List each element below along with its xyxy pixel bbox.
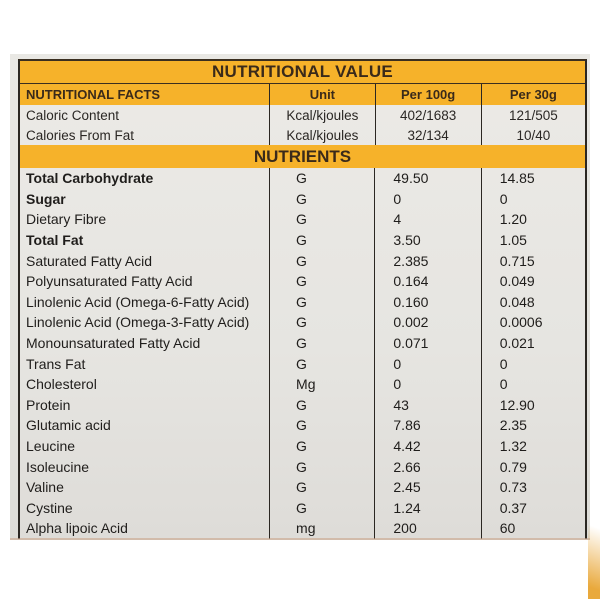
cell-unit: G bbox=[269, 477, 374, 498]
cell-unit: G bbox=[269, 353, 374, 374]
cell-per100: 0.002 bbox=[374, 312, 480, 333]
cell-unit: G bbox=[269, 250, 374, 271]
cell-unit: G bbox=[269, 312, 374, 333]
cell-unit: G bbox=[269, 436, 374, 457]
header-row bbox=[20, 84, 585, 105]
cell-per30: 10/40 bbox=[481, 125, 585, 145]
cell-per30: 0.715 bbox=[481, 250, 585, 271]
calorie-row bbox=[20, 105, 585, 125]
cell-name: Protein bbox=[26, 396, 71, 413]
cell-name: Alpha lipoic Acid bbox=[26, 520, 128, 537]
cell-name: Total Carbohydrate bbox=[26, 170, 154, 187]
nutrient-row bbox=[20, 312, 585, 333]
nutrient-row bbox=[20, 477, 585, 498]
cell-unit: G bbox=[269, 456, 374, 477]
cell-name: Polyunsaturated Fatty Acid bbox=[26, 273, 193, 290]
nutrient-row bbox=[20, 353, 585, 374]
cell-per100: 0.164 bbox=[374, 271, 480, 292]
cell-per30: 0 bbox=[481, 374, 585, 395]
cell-name: Linolenic Acid (Omega-3-Fatty Acid) bbox=[26, 314, 250, 331]
cell-per100: 1.24 bbox=[374, 498, 480, 519]
header-per-100g: Per 100g bbox=[375, 84, 481, 105]
header-per-30g: Per 30g bbox=[481, 84, 585, 105]
cell-per100: 4.42 bbox=[374, 436, 480, 457]
cell-per100: 3.50 bbox=[374, 230, 480, 251]
cell-per100: 2.45 bbox=[374, 477, 480, 498]
cell-unit: G bbox=[269, 189, 374, 210]
cell-per100: 402/1683 bbox=[375, 105, 481, 125]
cell-unit: G bbox=[269, 333, 374, 354]
cell-name: Dietary Fibre bbox=[26, 211, 107, 228]
decorative-swoosh bbox=[588, 481, 600, 599]
nutrient-row bbox=[20, 374, 585, 395]
cell-name: Leucine bbox=[26, 438, 76, 455]
cell-unit: Kcal/kjoules bbox=[269, 105, 374, 125]
cell-name: Monounsaturated Fatty Acid bbox=[26, 335, 201, 352]
cell-per30: 1.20 bbox=[481, 209, 585, 230]
cell-per100: 2.385 bbox=[374, 250, 480, 271]
cell-per30: 12.90 bbox=[481, 395, 585, 416]
cell-per100: 7.86 bbox=[374, 415, 480, 436]
nutrient-row bbox=[20, 436, 585, 457]
cell-per100: 32/134 bbox=[375, 125, 481, 145]
nutrient-row bbox=[20, 209, 585, 230]
cell-name: Saturated Fatty Acid bbox=[26, 252, 153, 269]
nutrition-table bbox=[18, 59, 587, 539]
nutrient-row bbox=[20, 415, 585, 436]
cell-unit: G bbox=[269, 271, 374, 292]
cell-unit: G bbox=[269, 415, 374, 436]
cell-name: Glutamic acid bbox=[26, 417, 111, 434]
cell-unit: G bbox=[269, 498, 374, 519]
cell-per30: 0.049 bbox=[481, 271, 585, 292]
cell-name: Caloric Content bbox=[26, 107, 120, 123]
nutrient-row bbox=[20, 230, 585, 251]
cell-per100: 200 bbox=[374, 518, 480, 539]
nutrient-row bbox=[20, 189, 585, 210]
nutrient-row bbox=[20, 518, 585, 539]
cell-unit: G bbox=[269, 209, 374, 230]
cell-name: Linolenic Acid (Omega-6-Fatty Acid) bbox=[26, 293, 250, 310]
calorie-row bbox=[20, 125, 585, 145]
cell-per30: 0.73 bbox=[481, 477, 585, 498]
cell-unit: Mg bbox=[269, 374, 374, 395]
nutrient-row bbox=[20, 250, 585, 271]
cell-unit: mg bbox=[269, 518, 374, 539]
cell-name: Calories From Fat bbox=[26, 127, 135, 143]
table-title: NUTRITIONAL VALUE bbox=[20, 61, 585, 84]
nutrient-row bbox=[20, 395, 585, 416]
cell-per30: 14.85 bbox=[481, 168, 585, 189]
cell-unit: G bbox=[269, 395, 374, 416]
cell-name: Total Fat bbox=[26, 232, 84, 249]
cell-per100: 2.66 bbox=[374, 456, 480, 477]
cell-per30: 0.79 bbox=[481, 456, 585, 477]
cell-unit: G bbox=[269, 168, 374, 189]
cell-name: Sugar bbox=[26, 190, 66, 207]
cell-per100: 0.160 bbox=[374, 292, 480, 313]
cell-name: Valine bbox=[26, 479, 64, 496]
label-bottom-edge bbox=[10, 538, 590, 540]
cell-per30: 0.048 bbox=[481, 292, 585, 313]
nutrient-row bbox=[20, 271, 585, 292]
cell-per100: 0 bbox=[374, 353, 480, 374]
cell-per100: 43 bbox=[374, 395, 480, 416]
nutrient-row bbox=[20, 456, 585, 477]
cell-per100: 0 bbox=[374, 374, 480, 395]
cell-per30: 0.37 bbox=[481, 498, 585, 519]
nutrient-row bbox=[20, 168, 585, 189]
header-unit: Unit bbox=[269, 84, 374, 105]
cell-per30: 0.0006 bbox=[481, 312, 585, 333]
nutrient-row bbox=[20, 333, 585, 354]
nutrient-row bbox=[20, 292, 585, 313]
cell-per30: 0.021 bbox=[481, 333, 585, 354]
cell-per100: 0.071 bbox=[374, 333, 480, 354]
nutrient-row bbox=[20, 498, 585, 519]
cell-per30: 2.35 bbox=[481, 415, 585, 436]
cell-per100: 4 bbox=[374, 209, 480, 230]
cell-name: Isoleucine bbox=[26, 458, 90, 475]
cell-per30: 1.32 bbox=[481, 436, 585, 457]
cell-unit: Kcal/kjoules bbox=[269, 125, 374, 145]
cell-per30: 0 bbox=[481, 353, 585, 374]
cell-unit: G bbox=[269, 230, 374, 251]
cell-per100: 0 bbox=[374, 189, 480, 210]
cell-name: Cystine bbox=[26, 499, 73, 516]
cell-unit: G bbox=[269, 292, 374, 313]
section-title-nutrients: NUTRIENTS bbox=[20, 145, 585, 168]
header-nutritional-facts: NUTRITIONAL FACTS bbox=[26, 87, 161, 102]
cell-per30: 0 bbox=[481, 189, 585, 210]
cell-per30: 1.05 bbox=[481, 230, 585, 251]
cell-per30: 121/505 bbox=[481, 105, 585, 125]
cell-per30: 60 bbox=[481, 518, 585, 539]
cell-per100: 49.50 bbox=[374, 168, 480, 189]
cell-name: Trans Fat bbox=[26, 355, 86, 372]
cell-name: Cholesterol bbox=[26, 376, 97, 393]
